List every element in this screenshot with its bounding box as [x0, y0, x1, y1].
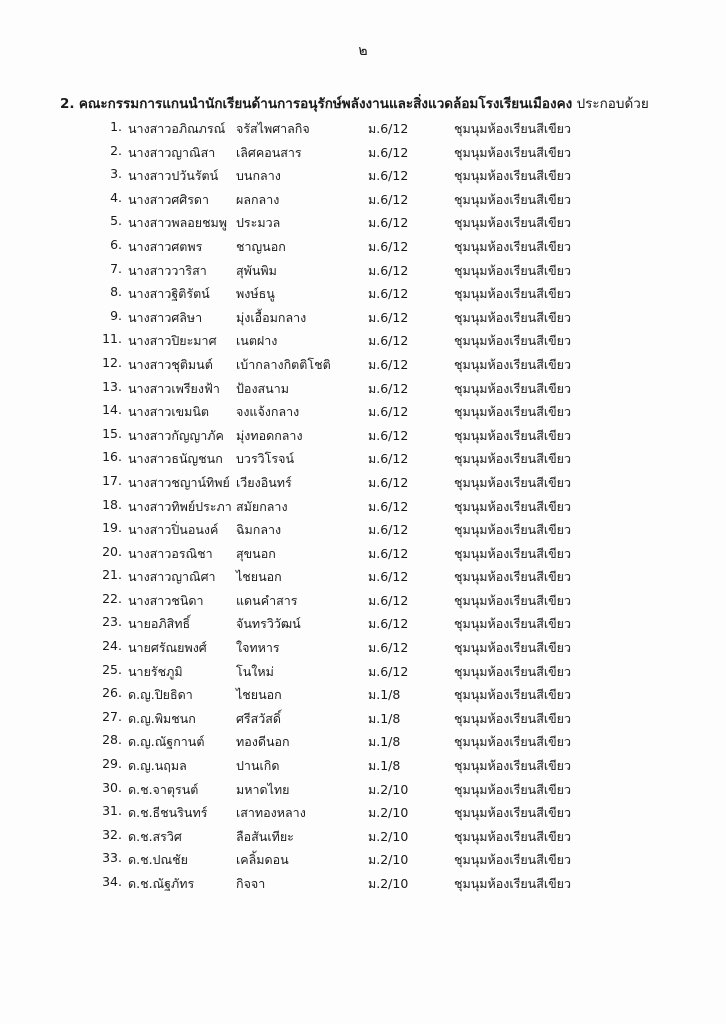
- member-first-name: นางสาวธนัญชนก: [128, 451, 223, 467]
- member-number: 6.: [110, 236, 122, 252]
- member-club: ชุมนุมห้องเรียนสีเขียว: [454, 144, 572, 160]
- member-class: ม.6/12: [368, 545, 409, 561]
- member-class: ม.6/12: [368, 404, 409, 420]
- member-number: 27.: [102, 708, 122, 724]
- member-first-name: นางสาวฐิติรัตน์: [128, 286, 210, 302]
- member-class: ม.6/12: [368, 427, 409, 443]
- member-number: 28.: [102, 732, 122, 748]
- member-number: 20.: [102, 543, 122, 559]
- member-first-name: นางสาววาริสา: [128, 262, 207, 278]
- member-class: ม.2/10: [368, 876, 409, 891]
- member-class: ม.6/12: [368, 168, 409, 184]
- member-club: ชุมนุมห้องเรียนสีเขียว: [454, 356, 572, 372]
- member-first-name: นางสาวเพรียงฟ้า: [128, 380, 220, 396]
- list-item: [0, 611, 726, 635]
- member-club: ชุมนุมห้องเรียนสีเขียว: [454, 616, 572, 632]
- member-last-name: ลือสันเทียะ: [236, 828, 294, 844]
- member-first-name: นางสาวกัญญาภัค: [128, 427, 224, 443]
- list-item: [0, 116, 726, 140]
- member-last-name: ผลกลาง: [236, 191, 280, 207]
- member-club: ชุมนุมห้องเรียนสีเขียว: [454, 474, 572, 490]
- member-last-name: เนตฝาง: [236, 333, 278, 349]
- member-club: ชุมนุมห้องเรียนสีเขียว: [454, 404, 572, 420]
- member-number: 14.: [102, 402, 122, 418]
- list-item: [0, 753, 726, 777]
- member-number: 29.: [102, 756, 122, 772]
- member-last-name: จันทรวิวัฒน์: [236, 616, 301, 632]
- member-last-name: ปานเกิด: [236, 758, 280, 774]
- list-item: [0, 682, 726, 706]
- member-first-name: นางสาวอภิณภรณ์: [128, 121, 226, 136]
- list-item: [0, 564, 726, 588]
- member-class: ม.6/12: [368, 522, 409, 538]
- member-class: ม.1/8: [368, 758, 401, 774]
- list-item: [0, 541, 726, 565]
- member-number: 33.: [102, 850, 122, 866]
- member-number: 16.: [102, 449, 122, 465]
- member-last-name: พงษ์ธนู: [236, 286, 275, 302]
- member-club: ชุมนุมห้องเรียนสีเขียว: [454, 121, 572, 136]
- member-last-name: ฉิมกลาง: [236, 522, 282, 538]
- member-number: 22.: [102, 590, 122, 606]
- member-class: ม.6/12: [368, 498, 409, 514]
- member-last-name: ไชยนอก: [236, 687, 282, 703]
- member-first-name: นางสาวญาณิศา: [128, 569, 216, 585]
- list-item: [0, 871, 726, 895]
- member-number: 13.: [102, 378, 122, 394]
- member-number: 7.: [110, 260, 122, 276]
- member-first-name: นายศรัณยพงศ์: [128, 640, 207, 656]
- member-number: 24.: [102, 638, 122, 654]
- list-item: [0, 494, 726, 518]
- member-class: ม.1/8: [368, 710, 401, 726]
- member-first-name: นายรัชภูมิ: [128, 663, 183, 679]
- member-first-name: นางสาวทิพย์ประภา: [128, 498, 232, 514]
- member-first-name: นายอภิสิทธิ์: [128, 616, 191, 632]
- member-club: ชุมนุมห้องเรียนสีเขียว: [454, 569, 572, 585]
- member-number: 5.: [110, 213, 122, 229]
- member-club: ชุมนุมห้องเรียนสีเขียว: [454, 451, 572, 467]
- member-first-name: ด.ช.ธีชนรินทร์: [128, 805, 208, 821]
- member-number: 3.: [110, 166, 122, 182]
- member-first-name: นางสาวชนิดา: [128, 592, 204, 608]
- member-club: ชุมนุมห้องเรียนสีเขียว: [454, 498, 572, 514]
- member-last-name: ทองดีนอก: [236, 734, 290, 750]
- list-item: [0, 328, 726, 352]
- member-number: 1.: [110, 119, 122, 134]
- member-last-name: บนกลาง: [236, 168, 281, 184]
- member-first-name: นางสาวศลิษา: [128, 309, 203, 325]
- list-item: [0, 163, 726, 187]
- member-class: ม.6/12: [368, 309, 409, 325]
- member-club: ชุมนุมห้องเรียนสีเขียว: [454, 592, 572, 608]
- member-class: ม.6/12: [368, 640, 409, 656]
- member-last-name: ใจทหาร: [236, 640, 280, 656]
- member-last-name: จงแจ้งกลาง: [236, 404, 300, 420]
- member-class: ม.6/12: [368, 380, 409, 396]
- list-item: [0, 446, 726, 470]
- member-last-name: มหาดไทย: [236, 781, 290, 797]
- member-class: ม.1/8: [368, 687, 401, 703]
- member-class: ม.6/12: [368, 121, 409, 136]
- list-item: [0, 635, 726, 659]
- list-item: [0, 305, 726, 329]
- member-first-name: นางสาวศศิรดา: [128, 191, 210, 207]
- list-item: [0, 588, 726, 612]
- member-number: 19.: [102, 520, 122, 536]
- member-number: 9.: [110, 307, 122, 323]
- member-class: ม.2/10: [368, 852, 409, 868]
- member-class: ม.6/12: [368, 191, 409, 207]
- list-item: [0, 659, 726, 683]
- member-last-name: ไชยนอก: [236, 569, 282, 585]
- member-last-name: จรัสไพศาลกิจ: [236, 121, 310, 136]
- member-first-name: นางสาวญาณิสา: [128, 144, 216, 160]
- member-class: ม.6/12: [368, 569, 409, 585]
- member-last-name: สุขนอก: [236, 545, 276, 561]
- member-first-name: ด.ช.จาตุรนต์: [128, 781, 199, 797]
- list-item: [0, 423, 726, 447]
- list-item: [0, 470, 726, 494]
- member-class: ม.6/12: [368, 616, 409, 632]
- member-last-name: มุ่งทอดกลาง: [236, 427, 303, 443]
- list-item: [0, 281, 726, 305]
- section-number: 2.: [60, 96, 75, 112]
- member-class: ม.6/12: [368, 286, 409, 302]
- member-number: 32.: [102, 826, 122, 842]
- member-last-name: เสาทองหลาง: [236, 805, 306, 821]
- member-club: ชุมนุมห้องเรียนสีเขียว: [454, 758, 572, 774]
- member-first-name: นางสาวพลอยชมพู: [128, 215, 228, 231]
- member-first-name: นางสาวศตพร: [128, 238, 203, 254]
- member-club: ชุมนุมห้องเรียนสีเขียว: [454, 380, 572, 396]
- member-last-name: บวรวิโรจน์: [236, 451, 294, 467]
- member-first-name: นางสาวอรณิชา: [128, 545, 213, 561]
- section-heading: [60, 92, 720, 114]
- member-club: ชุมนุมห้องเรียนสีเขียว: [454, 215, 572, 231]
- member-class: ม.2/10: [368, 781, 409, 797]
- member-first-name: ด.ญ.พิมชนก: [128, 710, 196, 726]
- member-last-name: เบ้ากลางกิตติโชติ: [236, 356, 331, 372]
- member-class: ม.2/10: [368, 828, 409, 844]
- list-item: [0, 399, 726, 423]
- member-last-name: ป้องสนาม: [236, 380, 289, 396]
- member-club: ชุมนุมห้องเรียนสีเขียว: [454, 828, 572, 844]
- member-first-name: ด.ช.ปณชัย: [128, 852, 188, 868]
- member-number: 30.: [102, 779, 122, 795]
- member-first-name: นางสาวชุติมนต์: [128, 356, 213, 372]
- list-item: [0, 847, 726, 871]
- member-class: ม.6/12: [368, 215, 409, 231]
- member-number: 21.: [102, 567, 122, 583]
- member-class: ม.6/12: [368, 451, 409, 467]
- member-number: 31.: [102, 803, 122, 819]
- member-last-name: ประมวล: [236, 215, 281, 231]
- member-first-name: ด.ช.ณัฐภัทร: [128, 876, 195, 891]
- member-club: ชุมนุมห้องเรียนสีเขียว: [454, 640, 572, 656]
- list-item: [0, 800, 726, 824]
- list-item: [0, 352, 726, 376]
- member-club: ชุมนุมห้องเรียนสีเขียว: [454, 710, 572, 726]
- member-number: 34.: [102, 874, 122, 889]
- member-club: ชุมนุมห้องเรียนสีเขียว: [454, 852, 572, 868]
- list-item: [0, 824, 726, 848]
- member-club: ชุมนุมห้องเรียนสีเขียว: [454, 781, 572, 797]
- member-club: ชุมนุมห้องเรียนสีเขียว: [454, 333, 572, 349]
- member-class: ม.6/12: [368, 356, 409, 372]
- member-last-name: กิจจา: [236, 876, 266, 891]
- member-number: 26.: [102, 685, 122, 701]
- member-class: ม.2/10: [368, 805, 409, 821]
- member-last-name: มุ่งเอื้อมกลาง: [236, 309, 307, 325]
- member-number: 15.: [102, 425, 122, 441]
- member-club: ชุมนุมห้องเรียนสีเขียว: [454, 522, 572, 538]
- member-last-name: สมัยกลาง: [236, 498, 288, 514]
- member-number: 17.: [102, 472, 122, 488]
- member-number: 25.: [102, 661, 122, 677]
- member-number: 23.: [102, 614, 122, 630]
- member-first-name: นางสาวปิยะมาศ: [128, 333, 217, 349]
- list-item: [0, 140, 726, 164]
- member-number: 4.: [110, 189, 122, 205]
- member-first-name: ด.ญ.นฤมล: [128, 758, 187, 774]
- member-club: ชุมนุมห้องเรียนสีเขียว: [454, 427, 572, 443]
- member-class: ม.6/12: [368, 592, 409, 608]
- list-item: [0, 729, 726, 753]
- list-item: [0, 376, 726, 400]
- member-club: ชุมนุมห้องเรียนสีเขียว: [454, 545, 572, 561]
- member-class: ม.6/12: [368, 144, 409, 160]
- member-last-name: เคลิ้มดอน: [236, 852, 289, 868]
- member-first-name: ด.ญ.ณัฐกานต์: [128, 734, 205, 750]
- member-club: ชุมนุมห้องเรียนสีเขียว: [454, 734, 572, 750]
- member-first-name: นางสาวปวันรัตน์: [128, 168, 219, 184]
- list-item: [0, 777, 726, 801]
- member-club: ชุมนุมห้องเรียนสีเขียว: [454, 168, 572, 184]
- list-item: [0, 258, 726, 282]
- member-last-name: เลิศคอนสาร: [236, 144, 302, 160]
- member-club: ชุมนุมห้องเรียนสีเขียว: [454, 687, 572, 703]
- member-club: ชุมนุมห้องเรียนสีเขียว: [454, 663, 572, 679]
- member-last-name: โนใหม่: [236, 663, 274, 679]
- member-last-name: ศรีสวัสดิ์: [236, 710, 282, 726]
- member-first-name: นางสาวชญาน์ทิพย์: [128, 474, 230, 490]
- member-last-name: ชาญนอก: [236, 238, 286, 254]
- member-last-name: สุพันพิม: [236, 262, 277, 278]
- list-item: [0, 187, 726, 211]
- member-number: 2.: [110, 142, 122, 158]
- member-club: ชุมนุมห้องเรียนสีเขียว: [454, 286, 572, 302]
- member-last-name: แดนคำสาร: [236, 592, 298, 608]
- member-club: ชุมนุมห้องเรียนสีเขียว: [454, 191, 572, 207]
- member-class: ม.6/12: [368, 333, 409, 349]
- list-item: [0, 706, 726, 730]
- member-club: ชุมนุมห้องเรียนสีเขียว: [454, 309, 572, 325]
- member-class: ม.6/12: [368, 262, 409, 278]
- list-item: [0, 210, 726, 234]
- member-class: ม.6/12: [368, 474, 409, 490]
- member-first-name: ด.ญ.ปิยธิดา: [128, 687, 193, 703]
- member-class: ม.6/12: [368, 663, 409, 679]
- member-number: 8.: [110, 284, 122, 300]
- list-item: [0, 234, 726, 258]
- member-last-name: เวียงอินทร์: [236, 474, 292, 490]
- member-first-name: นางสาวเขมนิต: [128, 404, 210, 420]
- member-club: ชุมนุมห้องเรียนสีเขียว: [454, 238, 572, 254]
- page-number: ๒: [358, 43, 368, 59]
- member-number: 12.: [102, 354, 122, 370]
- member-number: 11.: [102, 331, 122, 347]
- member-first-name: ด.ช.สรวิศ: [128, 828, 182, 844]
- member-class: ม.1/8: [368, 734, 401, 750]
- member-club: ชุมนุมห้องเรียนสีเขียว: [454, 876, 572, 891]
- member-list: [0, 116, 726, 895]
- member-club: ชุมนุมห้องเรียนสีเขียว: [454, 805, 572, 821]
- member-number: 18.: [102, 496, 122, 512]
- list-item: [0, 517, 726, 541]
- member-first-name: นางสาวปิ่นอนงค์: [128, 522, 219, 538]
- member-club: ชุมนุมห้องเรียนสีเขียว: [454, 262, 572, 278]
- member-class: ม.6/12: [368, 238, 409, 254]
- section-title-tail: ประกอบด้วย: [576, 96, 649, 112]
- section-title: คณะกรรมการแกนนำนักเรียนด้านการอนุรักษ์พลังงานและสิ่งแวดล้อมโรงเรียนเมืองคง: [78, 96, 573, 112]
